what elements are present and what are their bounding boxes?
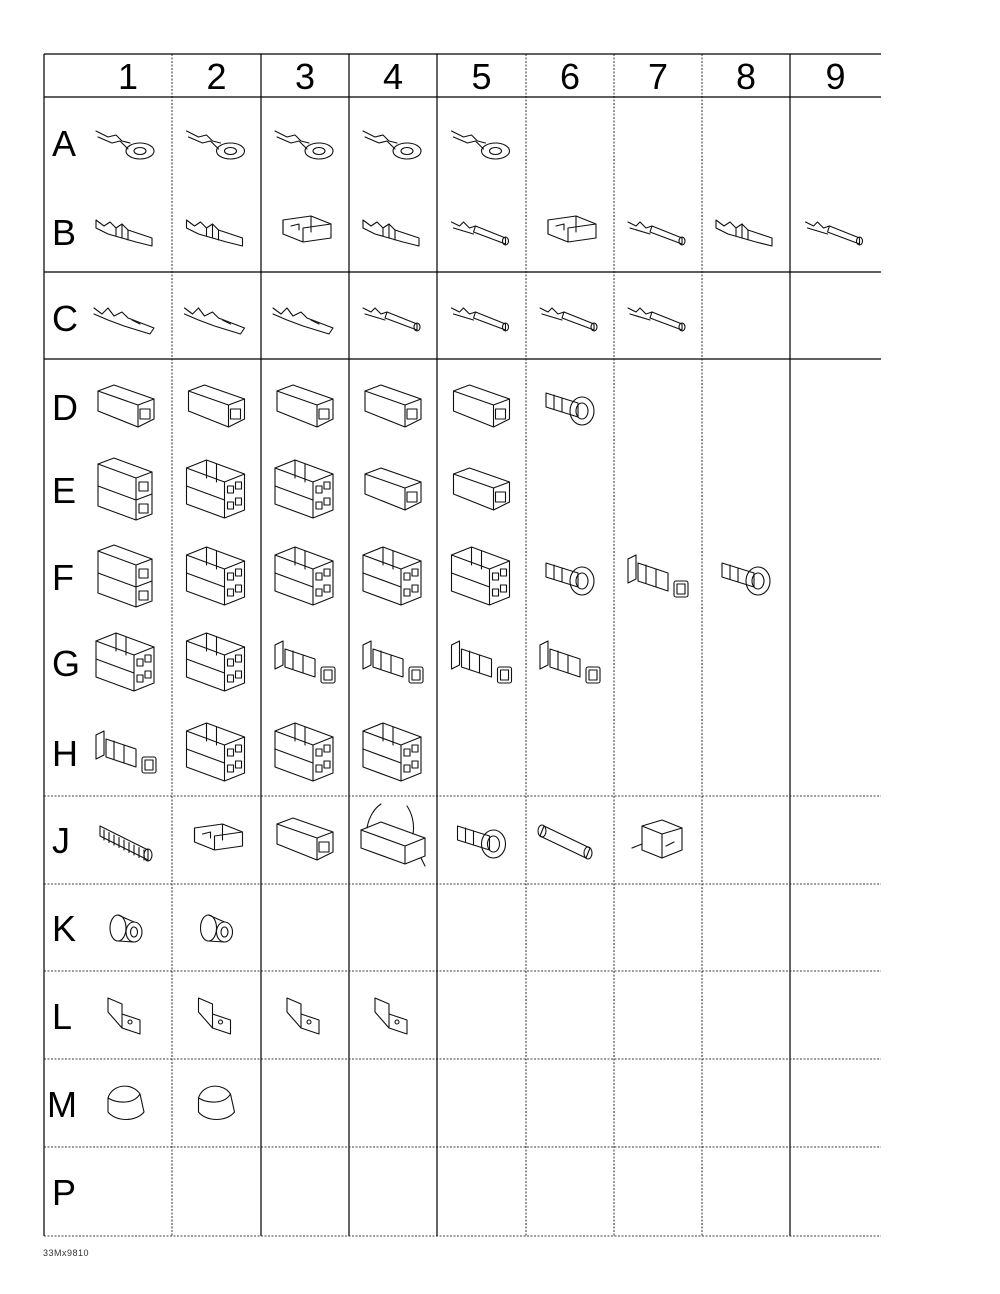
multi-connector-icon — [275, 460, 333, 518]
multi-connector-icon — [275, 547, 333, 605]
ring-terminal-icon — [275, 131, 333, 159]
row-header-A: A — [52, 123, 77, 164]
single-connector-icon — [454, 385, 510, 427]
single-connector-icon — [454, 468, 510, 510]
multi-connector-icon — [187, 547, 245, 605]
multi-connector-icon — [363, 547, 421, 605]
ring-terminal-icon — [187, 131, 245, 159]
row-header-G: G — [52, 643, 81, 684]
sealed-connector-icon — [275, 641, 335, 683]
multi-connector-icon — [187, 460, 245, 518]
row-header-B: B — [52, 212, 77, 253]
sealed-connector-icon — [96, 731, 156, 773]
pin-terminal-icon — [540, 308, 597, 331]
spade-terminal-icon — [187, 220, 243, 246]
round-connector-icon — [458, 826, 506, 858]
clip-icon — [287, 998, 319, 1034]
column-headers — [118, 56, 846, 97]
sealed-connector-icon — [363, 641, 423, 683]
spade-terminal-icon — [363, 220, 419, 246]
row-header-P: P — [52, 1172, 77, 1213]
pin-terminal-icon — [806, 222, 863, 245]
pin-terminal-icon — [452, 222, 509, 245]
column-header-9: 9 — [825, 56, 846, 97]
column-header-4: 4 — [382, 56, 404, 97]
flat-terminal-icon — [185, 308, 245, 334]
blade-terminal-icon — [195, 824, 243, 850]
column-header-6: 6 — [559, 56, 581, 97]
single-connector-icon — [277, 818, 333, 860]
butt-splice-icon — [538, 825, 592, 859]
spade-terminal-icon — [96, 220, 152, 246]
relay-icon — [632, 820, 682, 858]
column-header-1: 1 — [117, 56, 139, 97]
row-header-K: K — [52, 908, 77, 949]
grid-lines — [44, 54, 881, 1236]
round-connector-icon — [546, 393, 594, 425]
column-header-5: 5 — [471, 56, 492, 97]
double-connector-icon — [98, 458, 152, 520]
wired-connector-icon — [361, 804, 425, 866]
column-header-3: 3 — [294, 56, 316, 97]
multi-connector-icon — [275, 723, 333, 781]
sealed-connector-icon — [540, 641, 600, 683]
pin-terminal-icon — [628, 222, 685, 245]
row-header-H: H — [52, 733, 78, 774]
flat-terminal-icon — [273, 308, 333, 334]
row-header-L: L — [52, 996, 73, 1037]
drawing-code: 33Mx9810 — [43, 1248, 90, 1258]
grommet-icon — [201, 915, 233, 942]
cap-icon — [199, 1086, 235, 1119]
clip-icon — [199, 998, 231, 1034]
clip-icon — [108, 998, 140, 1034]
multi-connector-icon — [187, 633, 245, 691]
row-header-C: C — [52, 298, 78, 339]
grommet-icon — [110, 915, 142, 942]
blade-terminal-icon — [283, 216, 331, 242]
row-header-J: J — [52, 820, 70, 861]
column-header-2: 2 — [206, 56, 227, 97]
single-connector-icon — [365, 468, 421, 510]
pin-terminal-icon — [363, 308, 420, 331]
row-header-D: D — [52, 387, 78, 428]
round-connector-icon — [722, 563, 770, 595]
column-header-7: 7 — [647, 56, 669, 97]
corrugated-sleeve-icon — [100, 826, 152, 861]
single-connector-icon — [98, 385, 154, 427]
ring-terminal-icon — [363, 131, 421, 159]
row-headers — [47, 123, 80, 1213]
cap-icon — [108, 1086, 144, 1119]
clip-icon — [375, 998, 407, 1034]
ring-terminal-icon — [452, 131, 510, 159]
multi-connector-icon — [96, 633, 154, 691]
sealed-connector-icon — [628, 555, 688, 597]
single-connector-icon — [277, 385, 333, 427]
sealed-connector-icon — [452, 641, 512, 683]
single-connector-icon — [365, 385, 421, 427]
flat-terminal-icon — [94, 308, 154, 334]
row-header-E: E — [52, 470, 77, 511]
row-header-M: M — [47, 1084, 77, 1125]
multi-connector-icon — [187, 723, 245, 781]
multi-connector-icon — [452, 547, 510, 605]
single-connector-icon — [189, 385, 245, 427]
double-connector-icon — [98, 545, 152, 607]
multi-connector-icon — [363, 723, 421, 781]
pin-terminal-icon — [628, 308, 685, 331]
pin-terminal-icon — [452, 308, 509, 331]
column-header-8: 8 — [735, 56, 757, 97]
round-connector-icon — [546, 563, 594, 595]
ring-terminal-icon — [96, 131, 154, 159]
row-header-F: F — [52, 557, 74, 598]
blade-terminal-icon — [548, 216, 596, 242]
spade-terminal-icon — [716, 220, 772, 246]
